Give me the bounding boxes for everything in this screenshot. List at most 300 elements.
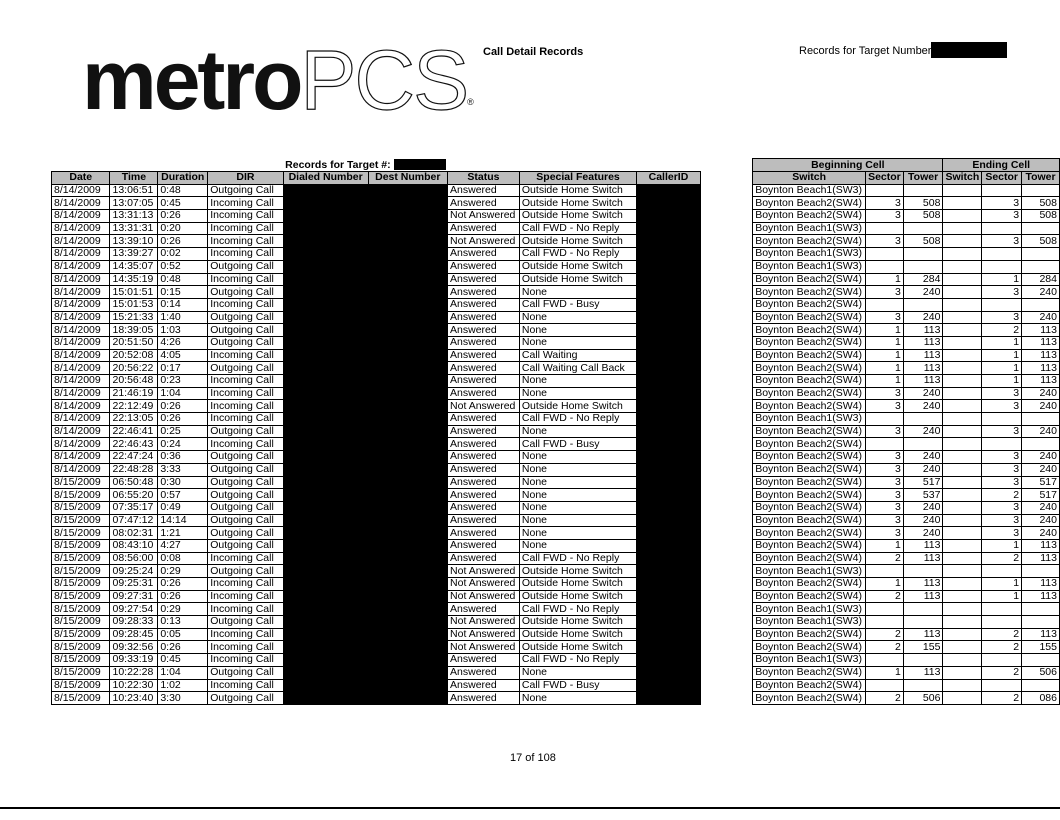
cell-begin-sector: 1 [866, 666, 904, 679]
table-row [52, 387, 1060, 400]
cell-status: Answered [448, 298, 520, 311]
cell-status: Answered [448, 438, 520, 451]
cell-end-tower: 508 [1022, 197, 1060, 210]
cell-duration: 3:30 [158, 692, 208, 705]
target-number-label: Records for Target Number [799, 45, 932, 57]
cell-end-tower: 240 [1022, 463, 1060, 476]
cell-date: 8/14/2009 [52, 210, 110, 223]
cell-end-switch [943, 298, 982, 311]
cell-end-switch [943, 273, 982, 286]
cell-end-sector: 2 [982, 628, 1022, 641]
cell-status: Answered [448, 248, 520, 261]
column-gap [700, 628, 752, 641]
cell-time: 09:27:31 [110, 590, 158, 603]
cell-begin-switch: Boynton Beach2(SW4) [753, 387, 866, 400]
redacted-numbers [283, 616, 447, 629]
cell-time: 10:23:40 [110, 692, 158, 705]
cell-time: 13:07:05 [110, 197, 158, 210]
logo-pcs: PCS [300, 33, 468, 127]
column-gap [700, 400, 752, 413]
cell-dir: Outgoing Call [208, 324, 283, 337]
redacted-numbers [283, 184, 447, 197]
cell-status: Answered [448, 666, 520, 679]
cell-begin-tower: 113 [903, 336, 943, 349]
cell-begin-tower: 240 [903, 387, 943, 400]
cell-dir: Outgoing Call [208, 311, 283, 324]
table-row [52, 590, 1060, 603]
cell-begin-switch: Boynton Beach2(SW4) [753, 666, 866, 679]
cell-end-switch [943, 222, 982, 235]
cell-end-sector [982, 603, 1022, 616]
col-header-begin-switch: Switch [753, 172, 866, 185]
cell-begin-sector: 1 [866, 539, 904, 552]
redacted-caller-id [637, 362, 701, 375]
cell-end-switch [943, 514, 982, 527]
cell-begin-switch: Boynton Beach2(SW4) [753, 692, 866, 705]
redacted-caller-id [637, 286, 701, 299]
redacted-numbers [283, 425, 447, 438]
cell-date: 8/14/2009 [52, 362, 110, 375]
column-gap [700, 336, 752, 349]
redacted-numbers [283, 197, 447, 210]
cell-time: 09:27:54 [110, 603, 158, 616]
cell-begin-switch: Boynton Beach2(SW4) [753, 273, 866, 286]
col-header-end-switch: Switch [943, 172, 982, 185]
cell-time: 15:01:51 [110, 286, 158, 299]
cell-special-features: None [519, 286, 636, 299]
cell-dir: Outgoing Call [208, 527, 283, 540]
table-row [52, 184, 1060, 197]
cell-begin-switch: Boynton Beach1(SW3) [753, 565, 866, 578]
redacted-caller-id [637, 527, 701, 540]
cell-begin-sector [866, 413, 904, 426]
redacted-numbers [283, 476, 447, 489]
cell-date: 8/15/2009 [52, 578, 110, 591]
redacted-caller-id [637, 539, 701, 552]
table-row [52, 324, 1060, 337]
cell-end-switch [943, 336, 982, 349]
cell-begin-sector [866, 248, 904, 261]
cell-time: 14:35:07 [110, 260, 158, 273]
cell-time: 15:01:53 [110, 298, 158, 311]
cell-duration: 0:48 [158, 273, 208, 286]
cell-end-sector [982, 184, 1022, 197]
cell-begin-switch: Boynton Beach2(SW4) [753, 336, 866, 349]
cell-end-sector: 1 [982, 336, 1022, 349]
table-row [52, 501, 1060, 514]
cell-begin-sector: 3 [866, 451, 904, 464]
redacted-caller-id [637, 400, 701, 413]
cell-duration: 4:27 [158, 539, 208, 552]
table-row [52, 666, 1060, 679]
table-row [52, 375, 1060, 388]
cell-duration: 0:45 [158, 197, 208, 210]
redacted-numbers [283, 539, 447, 552]
cell-status: Answered [448, 260, 520, 273]
cell-duration: 0:49 [158, 501, 208, 514]
cell-special-features: Outside Home Switch [519, 400, 636, 413]
cell-end-sector: 1 [982, 362, 1022, 375]
col-header-caller-id: CallerID [637, 172, 701, 185]
cell-end-tower: 113 [1022, 590, 1060, 603]
cell-time: 13:06:51 [110, 184, 158, 197]
cell-end-switch [943, 679, 982, 692]
cell-end-sector: 3 [982, 311, 1022, 324]
cell-time: 18:39:05 [110, 324, 158, 337]
cell-dir: Incoming Call [208, 298, 283, 311]
cell-special-features: None [519, 387, 636, 400]
cell-dir: Outgoing Call [208, 539, 283, 552]
cell-special-features: Outside Home Switch [519, 273, 636, 286]
cell-end-switch [943, 565, 982, 578]
column-gap [700, 692, 752, 705]
cell-end-sector: 2 [982, 666, 1022, 679]
cell-duration: 0:45 [158, 654, 208, 667]
cell-end-switch [943, 539, 982, 552]
redacted-caller-id [637, 463, 701, 476]
cell-end-sector: 2 [982, 552, 1022, 565]
redacted-caller-id [637, 565, 701, 578]
cell-begin-tower: 508 [903, 210, 943, 223]
cell-special-features: Call FWD - Busy [519, 679, 636, 692]
cell-status: Answered [448, 273, 520, 286]
cell-end-sector: 2 [982, 641, 1022, 654]
cell-begin-tower: 113 [903, 666, 943, 679]
cell-end-tower [1022, 679, 1060, 692]
cell-dir: Incoming Call [208, 641, 283, 654]
cell-time: 13:39:10 [110, 235, 158, 248]
redacted-caller-id [637, 514, 701, 527]
cell-time: 09:25:24 [110, 565, 158, 578]
cell-begin-tower: 240 [903, 451, 943, 464]
cell-special-features: None [519, 324, 636, 337]
cell-special-features: None [519, 463, 636, 476]
cell-duration: 0:02 [158, 248, 208, 261]
cell-end-tower: 113 [1022, 375, 1060, 388]
cell-begin-tower [903, 654, 943, 667]
cell-duration: 0:25 [158, 425, 208, 438]
column-gap [700, 552, 752, 565]
cell-time: 22:46:41 [110, 425, 158, 438]
cell-date: 8/15/2009 [52, 552, 110, 565]
cell-end-switch [943, 476, 982, 489]
cell-end-switch [943, 387, 982, 400]
cell-duration: 0:08 [158, 552, 208, 565]
cell-end-switch [943, 362, 982, 375]
cell-end-sector: 3 [982, 235, 1022, 248]
column-gap [700, 654, 752, 667]
cell-begin-tower: 113 [903, 324, 943, 337]
cell-end-tower: 086 [1022, 692, 1060, 705]
redacted-caller-id [637, 679, 701, 692]
cell-end-sector: 3 [982, 476, 1022, 489]
cell-status: Answered [448, 552, 520, 565]
cell-begin-switch: Boynton Beach2(SW4) [753, 476, 866, 489]
cell-status: Answered [448, 514, 520, 527]
column-gap [700, 324, 752, 337]
redacted-caller-id [637, 628, 701, 641]
cell-special-features: None [519, 311, 636, 324]
cell-special-features: None [519, 336, 636, 349]
cell-begin-sector: 1 [866, 349, 904, 362]
cell-begin-tower: 113 [903, 375, 943, 388]
column-gap [700, 489, 752, 502]
cell-dir: Incoming Call [208, 248, 283, 261]
column-gap [700, 679, 752, 692]
redacted-numbers [283, 413, 447, 426]
cell-special-features: None [519, 539, 636, 552]
cell-special-features: Outside Home Switch [519, 616, 636, 629]
table-row [52, 273, 1060, 286]
col-header-begin-sector: Sector [866, 172, 904, 185]
cell-end-sector: 3 [982, 387, 1022, 400]
cell-begin-tower [903, 222, 943, 235]
table-row [52, 349, 1060, 362]
redacted-numbers [283, 349, 447, 362]
redacted-numbers [283, 489, 447, 502]
cell-begin-sector: 3 [866, 514, 904, 527]
table-row [52, 438, 1060, 451]
cell-duration: 14:14 [158, 514, 208, 527]
table-row [52, 578, 1060, 591]
cell-time: 09:32:56 [110, 641, 158, 654]
cell-end-switch [943, 641, 982, 654]
redacted-numbers [283, 222, 447, 235]
metropcs-logo [82, 33, 474, 127]
logo-registered-mark: ® [467, 97, 474, 107]
column-gap [700, 501, 752, 514]
cell-begin-sector: 2 [866, 590, 904, 603]
cell-end-sector: 1 [982, 273, 1022, 286]
redacted-caller-id [637, 616, 701, 629]
cell-begin-switch: Boynton Beach2(SW4) [753, 349, 866, 362]
cell-special-features: Outside Home Switch [519, 565, 636, 578]
cell-begin-sector: 3 [866, 387, 904, 400]
cell-end-sector: 3 [982, 527, 1022, 540]
cell-end-switch [943, 349, 982, 362]
cell-begin-switch: Boynton Beach2(SW4) [753, 400, 866, 413]
cell-duration: 0:17 [158, 362, 208, 375]
cell-end-tower: 240 [1022, 311, 1060, 324]
cell-begin-sector [866, 222, 904, 235]
cell-status: Answered [448, 286, 520, 299]
cell-begin-tower [903, 565, 943, 578]
redacted-numbers [283, 451, 447, 464]
cell-begin-tower [903, 260, 943, 273]
cell-time: 13:31:13 [110, 210, 158, 223]
cell-dir: Incoming Call [208, 387, 283, 400]
cell-end-tower [1022, 298, 1060, 311]
cell-end-tower: 508 [1022, 235, 1060, 248]
cell-begin-switch: Boynton Beach2(SW4) [753, 298, 866, 311]
redacted-numbers [283, 248, 447, 261]
cell-end-tower [1022, 603, 1060, 616]
cell-end-switch [943, 463, 982, 476]
cell-time: 20:52:08 [110, 349, 158, 362]
redacted-caller-id [637, 324, 701, 337]
cell-date: 8/14/2009 [52, 298, 110, 311]
cell-date: 8/14/2009 [52, 248, 110, 261]
cell-end-tower: 240 [1022, 451, 1060, 464]
table-row [52, 463, 1060, 476]
cell-status: Answered [448, 413, 520, 426]
cell-dir: Outgoing Call [208, 501, 283, 514]
cell-begin-switch: Boynton Beach2(SW4) [753, 628, 866, 641]
cell-special-features: None [519, 375, 636, 388]
column-gap [700, 666, 752, 679]
table-row [52, 654, 1060, 667]
cell-end-sector: 3 [982, 425, 1022, 438]
page-number: 17 of 108 [510, 752, 556, 764]
cell-begin-switch: Boynton Beach2(SW4) [753, 590, 866, 603]
cell-begin-sector [866, 679, 904, 692]
cell-begin-switch: Boynton Beach2(SW4) [753, 375, 866, 388]
redacted-caller-id [637, 578, 701, 591]
cell-duration: 0:24 [158, 438, 208, 451]
redacted-numbers [283, 603, 447, 616]
redacted-caller-id [637, 501, 701, 514]
table-row [52, 527, 1060, 540]
cell-begin-switch: Boynton Beach2(SW4) [753, 463, 866, 476]
column-gap [700, 603, 752, 616]
cell-begin-sector: 3 [866, 463, 904, 476]
column-gap [700, 578, 752, 591]
cell-end-sector [982, 413, 1022, 426]
cell-time: 07:47:12 [110, 514, 158, 527]
cell-date: 8/14/2009 [52, 273, 110, 286]
cell-begin-tower [903, 298, 943, 311]
cell-date: 8/14/2009 [52, 260, 110, 273]
col-header-dialed-number: Dialed Number [283, 172, 368, 185]
cell-date: 8/15/2009 [52, 501, 110, 514]
cell-dir: Outgoing Call [208, 476, 283, 489]
cell-begin-switch: Boynton Beach1(SW3) [753, 616, 866, 629]
cell-begin-sector [866, 298, 904, 311]
cell-begin-tower: 240 [903, 527, 943, 540]
cell-end-sector: 2 [982, 324, 1022, 337]
cell-status: Not Answered [448, 400, 520, 413]
cell-special-features: Outside Home Switch [519, 628, 636, 641]
table-row [52, 641, 1060, 654]
column-gap [700, 286, 752, 299]
cell-begin-switch: Boynton Beach2(SW4) [753, 527, 866, 540]
cell-special-features: Outside Home Switch [519, 260, 636, 273]
call-detail-table [51, 158, 1060, 705]
redacted-numbers [283, 375, 447, 388]
column-gap [700, 425, 752, 438]
cell-begin-switch: Boynton Beach2(SW4) [753, 197, 866, 210]
column-gap [700, 527, 752, 540]
cell-status: Not Answered [448, 616, 520, 629]
cell-end-tower: 240 [1022, 514, 1060, 527]
cell-begin-tower: 517 [903, 476, 943, 489]
cell-begin-sector: 3 [866, 235, 904, 248]
cell-special-features: Outside Home Switch [519, 578, 636, 591]
column-gap [700, 438, 752, 451]
cell-time: 10:22:30 [110, 679, 158, 692]
cell-dir: Incoming Call [208, 552, 283, 565]
table-row [52, 489, 1060, 502]
cell-end-tower [1022, 565, 1060, 578]
cell-time: 20:56:22 [110, 362, 158, 375]
cell-begin-sector: 1 [866, 375, 904, 388]
cell-begin-sector: 3 [866, 425, 904, 438]
cell-date: 8/15/2009 [52, 641, 110, 654]
cell-end-switch [943, 235, 982, 248]
cell-end-tower [1022, 438, 1060, 451]
cell-end-sector [982, 616, 1022, 629]
redacted-caller-id [637, 248, 701, 261]
cell-date: 8/14/2009 [52, 311, 110, 324]
cell-status: Answered [448, 654, 520, 667]
cell-duration: 0:14 [158, 298, 208, 311]
cell-begin-sector [866, 565, 904, 578]
cell-begin-tower: 506 [903, 692, 943, 705]
cell-date: 8/14/2009 [52, 375, 110, 388]
cell-duration: 3:33 [158, 463, 208, 476]
cell-time: 06:50:48 [110, 476, 158, 489]
cell-begin-tower [903, 184, 943, 197]
column-gap [700, 197, 752, 210]
cell-end-sector: 2 [982, 489, 1022, 502]
cell-end-tower: 508 [1022, 210, 1060, 223]
cell-status: Answered [448, 362, 520, 375]
cell-end-tower: 113 [1022, 628, 1060, 641]
cell-duration: 1:03 [158, 324, 208, 337]
cell-date: 8/14/2009 [52, 451, 110, 464]
table-row [52, 210, 1060, 223]
cell-begin-sector [866, 616, 904, 629]
cell-special-features: Call FWD - No Reply [519, 248, 636, 261]
table-row [52, 565, 1060, 578]
cell-dir: Incoming Call [208, 590, 283, 603]
cell-dir: Outgoing Call [208, 336, 283, 349]
column-gap [700, 248, 752, 261]
redacted-caller-id [637, 210, 701, 223]
redacted-numbers [283, 260, 447, 273]
cell-end-switch [943, 375, 982, 388]
column-gap [700, 184, 752, 197]
cell-dir: Incoming Call [208, 273, 283, 286]
cell-date: 8/14/2009 [52, 349, 110, 362]
table-row [52, 514, 1060, 527]
cell-begin-sector: 3 [866, 286, 904, 299]
cell-duration: 0:26 [158, 590, 208, 603]
cell-time: 15:21:33 [110, 311, 158, 324]
redacted-caller-id [637, 438, 701, 451]
cell-end-switch [943, 616, 982, 629]
cell-special-features: Call FWD - No Reply [519, 654, 636, 667]
cell-end-switch [943, 603, 982, 616]
cell-duration: 4:05 [158, 349, 208, 362]
cell-dir: Incoming Call [208, 654, 283, 667]
cell-end-sector [982, 260, 1022, 273]
table-row [52, 197, 1060, 210]
cell-begin-switch: Boynton Beach1(SW3) [753, 603, 866, 616]
cell-begin-sector [866, 438, 904, 451]
cell-begin-sector: 1 [866, 578, 904, 591]
cell-time: 08:02:31 [110, 527, 158, 540]
cell-end-tower: 240 [1022, 501, 1060, 514]
redacted-caller-id [637, 654, 701, 667]
cell-date: 8/14/2009 [52, 413, 110, 426]
cell-status: Answered [448, 692, 520, 705]
cell-dir: Outgoing Call [208, 451, 283, 464]
cell-dir: Outgoing Call [208, 514, 283, 527]
redacted-caller-id [637, 273, 701, 286]
cell-begin-sector: 1 [866, 273, 904, 286]
cell-begin-tower: 113 [903, 539, 943, 552]
